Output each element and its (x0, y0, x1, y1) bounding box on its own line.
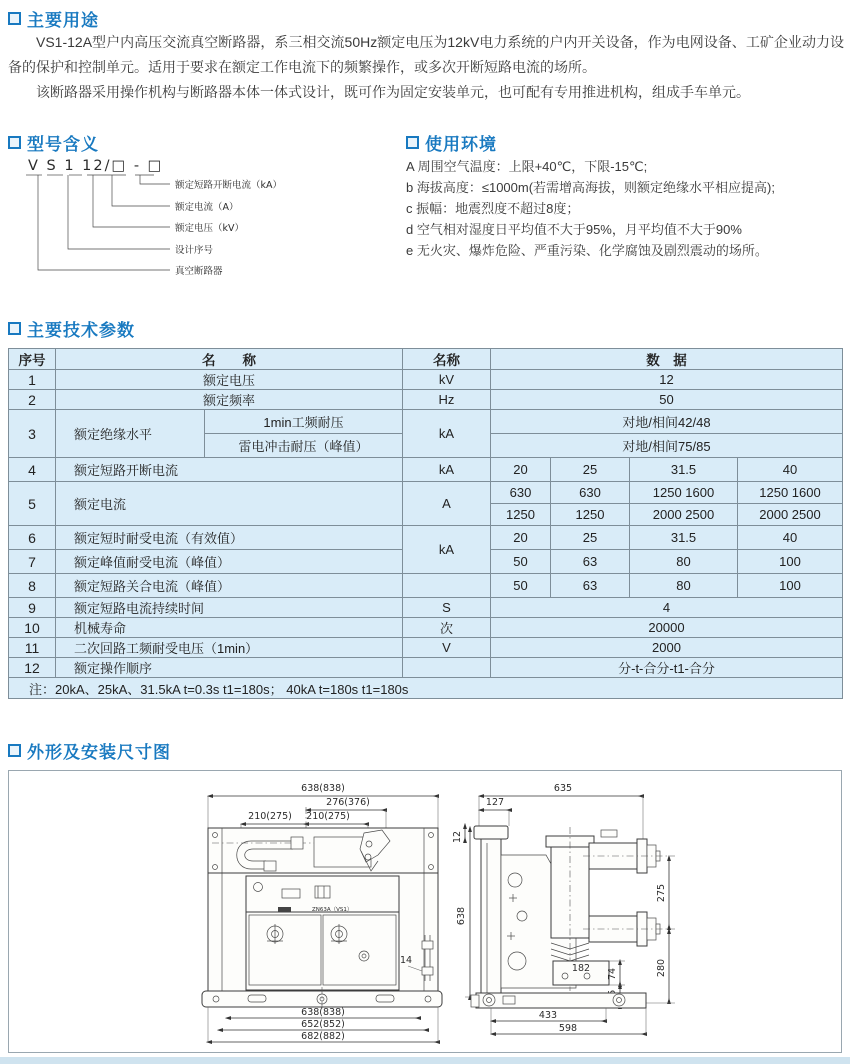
section-square-icon (8, 12, 21, 25)
front-dim-top-width: 638(838) (301, 783, 345, 794)
cell-no: 3 (9, 410, 56, 458)
cell-no: 7 (9, 550, 56, 574)
side-dim-top: 635 (553, 783, 573, 794)
side-dim-bottom-2: 598 (558, 1023, 578, 1034)
cell-subname: 雷电冲击耐压（峰值） (205, 434, 403, 458)
cell-name: 额定电流 (56, 482, 403, 526)
cell-no: 6 (9, 526, 56, 550)
cell-name: 额定绝缘水平 (56, 410, 205, 458)
cell-value: 12 (491, 370, 843, 390)
side-dim-pole-pitch: 275 (656, 883, 667, 903)
cell-value: 分-t-合分-t1-合分 (491, 658, 843, 678)
cell-unit: 次 (403, 618, 491, 638)
section-square-icon (8, 136, 21, 149)
side-dim-box-h: 74 (607, 967, 618, 981)
cell-name: 额定短路电流持续时间 (56, 598, 403, 618)
front-dim-span-right: 210(275) (306, 811, 350, 822)
front-dim-top-inner: 276(376) (326, 797, 370, 808)
front-dim-bottom-1: 638(838) (301, 1007, 345, 1018)
cell-value: 1250 1600 (630, 482, 738, 504)
usage-paragraph-1: VS1-12A型户内高压交流真空断路器，系三相交流50Hz额定电压为12kV电力系统的户内开关设备，作为电网设备、工矿企业动力设备的保护和控制单元。适用于要求在额定工作电流下的频繁操作，或多次开断短路电流的场所。 (8, 34, 844, 75)
cell-value: 50 (491, 390, 843, 410)
cell-no: 12 (9, 658, 56, 678)
header-name: 名 称 (56, 349, 403, 370)
cell-no: 10 (9, 618, 56, 638)
cell-value: 31.5 (630, 526, 738, 550)
side-dim-lower: 280 (656, 958, 667, 978)
table-row (9, 618, 843, 638)
cell-value: 25 (551, 526, 630, 550)
cell-value: 1250 (491, 504, 551, 526)
header-data: 数 据 (491, 349, 843, 370)
cell-no: 9 (9, 598, 56, 618)
side-view-drawing (451, 783, 736, 1049)
environment-item-e: e 无火灾、爆炸危险、严重污染、化学腐蚀及剧烈震动的场所。 (406, 243, 768, 258)
table-header-row (9, 349, 843, 370)
table-row (9, 390, 843, 410)
environment-item-a: A 周围空气温度：上限+40℃，下限-15℃; (406, 159, 648, 174)
cell-value: 40 (738, 526, 843, 550)
cell-unit: V (403, 638, 491, 658)
environment-list (406, 156, 842, 261)
table-row (9, 638, 843, 658)
model-label-vacuum-breaker: 真空断路器 (175, 266, 223, 277)
table-row (9, 370, 843, 390)
cell-value: 630 (551, 482, 630, 504)
model-label-breaking-current: 额定短路开断电流（kA） (175, 180, 283, 191)
cell-value: 20000 (491, 618, 843, 638)
cell-value: 63 (551, 550, 630, 574)
front-view-drawing (196, 783, 448, 1049)
cell-name: 二次回路工频耐受电压（1min） (56, 638, 403, 658)
header-unit: 名称 (403, 349, 491, 370)
cell-value: 31.5 (630, 458, 738, 482)
cell-name: 机械寿命 (56, 618, 403, 638)
table-row (9, 458, 843, 482)
cell-value: 2000 (491, 638, 843, 658)
cell-no: 2 (9, 390, 56, 410)
table-row (9, 574, 843, 598)
cell-value: 对地/相间42/48 (491, 410, 843, 434)
cell-name: 额定短路开断电流 (56, 458, 403, 482)
table-row (9, 598, 843, 618)
cell-no: 5 (9, 482, 56, 526)
cell-unit: S (403, 598, 491, 618)
environment-item-c: c 振幅：地震烈度不超过8度； (406, 201, 580, 216)
cell-no: 4 (9, 458, 56, 482)
cell-value: 100 (738, 550, 843, 574)
cell-subname: 1min工频耐压 (205, 410, 403, 434)
cell-unit: kV (403, 370, 491, 390)
cell-name: 额定频率 (56, 390, 403, 410)
cell-value: 2000 2500 (630, 504, 738, 526)
model-code: V S 1 12/□ - □ (28, 158, 164, 174)
cell-value: 80 (630, 574, 738, 598)
front-dim-side: 14 (400, 955, 413, 966)
cell-value: 100 (738, 574, 843, 598)
front-dim-bottom-2: 652(852) (301, 1019, 345, 1030)
cell-value: 63 (551, 574, 630, 598)
cell-no: 11 (9, 638, 56, 658)
cell-name: 额定电压 (56, 370, 403, 390)
cell-name: 额定短时耐受电流（有效值） (56, 526, 403, 550)
cell-value: 4 (491, 598, 843, 618)
dimension-drawings-box (8, 770, 842, 1053)
cell-unit: kA (403, 458, 491, 482)
table-row (9, 658, 843, 678)
page-bottom-strip (0, 1057, 850, 1064)
section-params-title-text: 主要技术参数 (27, 321, 135, 340)
section-model-title (8, 130, 99, 155)
cell-value: 对地/相间75/85 (491, 434, 843, 458)
section-model-title-text: 型号含义 (27, 135, 99, 154)
front-dim-bottom-3: 682(882) (301, 1031, 345, 1042)
section-square-icon (8, 744, 21, 757)
section-square-icon (8, 322, 21, 335)
table-note-row (9, 678, 843, 699)
cell-unit: A (403, 482, 491, 526)
cell-value: 50 (491, 550, 551, 574)
cell-unit: kA (403, 526, 491, 574)
cell-no: 1 (9, 370, 56, 390)
cell-value: 20 (491, 458, 551, 482)
cell-unit: Hz (403, 390, 491, 410)
cell-unit-empty (403, 658, 491, 678)
section-dimensions-title-text: 外形及安装尺寸图 (27, 743, 171, 762)
front-dim-span-left: 210(275) (248, 811, 292, 822)
model-label-rated-current: 额定电流（A） (175, 202, 239, 213)
model-designation-diagram (8, 154, 408, 289)
section-usage-title-text: 主要用途 (27, 11, 99, 30)
side-dim-bottom-1: 433 (538, 1010, 558, 1021)
cell-name: 额定短路关合电流（峰值） (56, 574, 403, 598)
environment-item-d: d 空气相对湿度日平均值不大于95%，月平均值不大于90% (406, 222, 742, 237)
section-environment-title-text: 使用环境 (425, 135, 497, 154)
front-model-label: ZN63A（VS1） (312, 907, 353, 913)
table-row (9, 482, 843, 504)
section-square-icon (406, 136, 419, 149)
cell-value: 50 (491, 574, 551, 598)
side-dim-plate-thickness: 12 (452, 830, 463, 844)
cell-name: 额定峰值耐受电流（峰值） (56, 550, 403, 574)
cell-value: 40 (738, 458, 843, 482)
cell-value: 630 (491, 482, 551, 504)
header-no: 序号 (9, 349, 56, 370)
cell-value: 20 (491, 526, 551, 550)
section-params-title (8, 316, 135, 341)
usage-paragraph-2: 该断路器采用操作机构与断路器本体一体式设计，既可作为固定安装单元，也可配有专用推进机构，组成手车单元。 (36, 84, 750, 100)
usage-paragraphs (8, 30, 844, 105)
cell-value: 2000 2500 (738, 504, 843, 526)
section-usage-title (8, 6, 99, 31)
side-dim-height: 638 (456, 906, 467, 926)
cell-name: 额定操作顺序 (56, 658, 403, 678)
environment-item-b: b 海拔高度：≤1000m(若需增高海拔，则额定绝缘水平相应提高); (406, 180, 775, 195)
cell-value: 1250 (551, 504, 630, 526)
section-environment-title (406, 130, 497, 155)
technical-parameters-table (8, 348, 843, 699)
model-label-rated-voltage: 额定电压（kV） (175, 223, 245, 234)
cell-unit-empty (403, 574, 491, 598)
table-row (9, 526, 843, 550)
model-label-design-serial: 设计序号 (175, 245, 214, 256)
cell-value: 1250 1600 (738, 482, 843, 504)
table-row (9, 410, 843, 434)
side-dim-top-left: 127 (485, 797, 505, 808)
cell-unit: kA (403, 410, 491, 458)
table-note: 注：20kA、25kA、31.5kA t=0.3s t1=180s； 40kA t=180s t1=180s (9, 678, 843, 699)
side-dim-box: 182 (571, 963, 591, 974)
cell-value: 80 (630, 550, 738, 574)
section-dimensions-title (8, 738, 171, 763)
cell-value: 25 (551, 458, 630, 482)
cell-no: 8 (9, 574, 56, 598)
